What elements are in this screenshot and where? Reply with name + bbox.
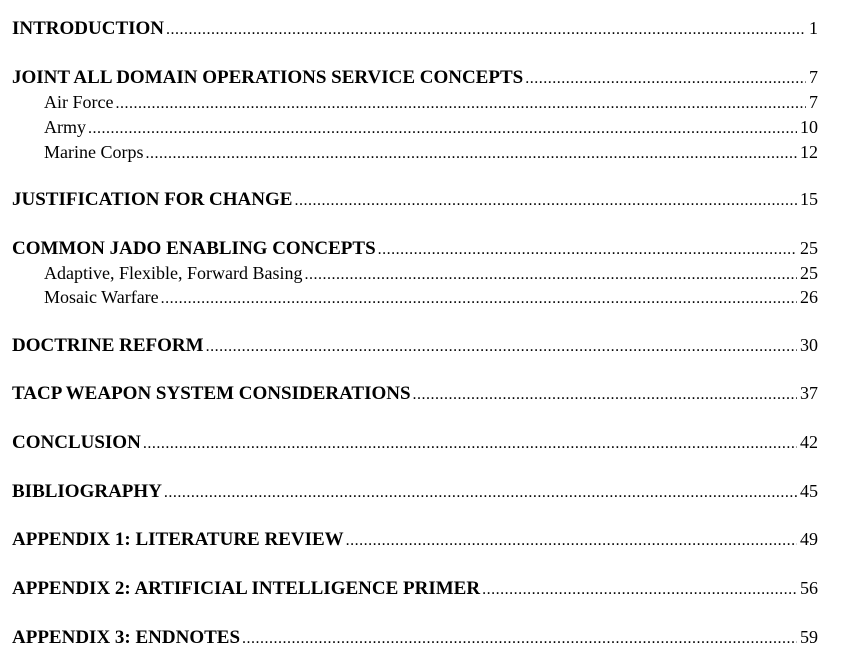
toc-entry-title: BIBLIOGRAPHY [12, 481, 162, 502]
toc-entry-page: 37 [800, 383, 818, 403]
toc-entry-air-force[interactable] [12, 92, 818, 113]
toc-entry-appendix-3[interactable] [12, 627, 818, 649]
table-of-contents [12, 0, 818, 665]
toc-entry-page: 59 [800, 627, 818, 647]
dot-leader [294, 192, 797, 210]
toc-entry-conclusion[interactable] [12, 432, 818, 454]
dot-leader [166, 21, 806, 39]
toc-entry-page: 10 [800, 117, 818, 137]
dot-leader [525, 70, 806, 88]
dot-leader [413, 386, 797, 404]
toc-entry-title: CONCLUSION [12, 432, 141, 453]
toc-entry-title: Marine Corps [44, 142, 144, 162]
toc-entry-title: APPENDIX 2: ARTIFICIAL INTELLIGENCE PRIMER [12, 578, 481, 599]
toc-entry-page: 45 [800, 481, 818, 501]
toc-entry-appendix-1[interactable] [12, 529, 818, 551]
toc-entry-forward-basing[interactable] [12, 263, 818, 284]
toc-entry-page: 15 [800, 189, 818, 209]
dot-leader [164, 484, 797, 502]
toc-entry-title: Adaptive, Flexible, Forward Basing [44, 263, 303, 283]
toc-entry-appendix-2[interactable] [12, 578, 818, 600]
dot-leader [482, 581, 797, 599]
toc-entry-bibliography[interactable] [12, 481, 818, 503]
dot-leader [143, 435, 797, 453]
toc-entry-page: 42 [800, 432, 818, 452]
toc-entry-title: Mosaic Warfare [44, 287, 159, 307]
toc-entry-page: 7 [809, 92, 818, 112]
toc-entry-common-jado-concepts[interactable] [12, 238, 818, 260]
toc-entry-army[interactable] [12, 117, 818, 138]
dot-leader [206, 338, 797, 356]
toc-entry-page: 25 [800, 238, 818, 258]
toc-entry-title: DOCTRINE REFORM [12, 335, 204, 356]
dot-leader [378, 241, 797, 259]
dot-leader [161, 290, 797, 308]
dot-leader [242, 630, 797, 648]
toc-entry-page: 49 [800, 529, 818, 549]
toc-entry-title: JOINT ALL DOMAIN OPERATIONS SERVICE CONCEPTS [12, 67, 524, 88]
toc-entry-doctrine-reform[interactable] [12, 335, 818, 357]
toc-entry-page: 56 [800, 578, 818, 598]
toc-entry-tacp-weapon-system[interactable] [12, 383, 818, 405]
toc-entry-title: APPENDIX 3: ENDNOTES [12, 627, 241, 648]
dot-leader [346, 532, 797, 550]
toc-entry-title: INTRODUCTION [12, 18, 165, 39]
toc-entry-page: 30 [800, 335, 818, 355]
dot-leader [304, 266, 797, 284]
toc-entry-page: 7 [809, 67, 818, 87]
toc-entry-page: 12 [800, 142, 818, 162]
dot-leader [145, 145, 797, 163]
toc-entry-marine-corps[interactable] [12, 142, 818, 163]
toc-entry-justification[interactable] [12, 189, 818, 211]
toc-entry-title: APPENDIX 1: LITERATURE REVIEW [12, 529, 344, 550]
toc-entry-introduction[interactable] [12, 18, 818, 40]
dot-leader [115, 95, 806, 113]
toc-entry-page: 1 [809, 18, 818, 38]
toc-entry-title: JUSTIFICATION FOR CHANGE [12, 189, 293, 210]
toc-entry-title: Army [44, 117, 86, 137]
dot-leader [88, 120, 797, 138]
toc-entry-title: COMMON JADO ENABLING CONCEPTS [12, 238, 376, 259]
toc-entry-title: TACP WEAPON SYSTEM CONSIDERATIONS [12, 383, 411, 404]
toc-entry-page: 26 [800, 287, 818, 307]
toc-entry-title: Air Force [44, 92, 114, 112]
toc-entry-page: 25 [800, 263, 818, 283]
toc-entry-jado-service-concepts[interactable] [12, 67, 818, 89]
toc-entry-mosaic-warfare[interactable] [12, 287, 818, 308]
